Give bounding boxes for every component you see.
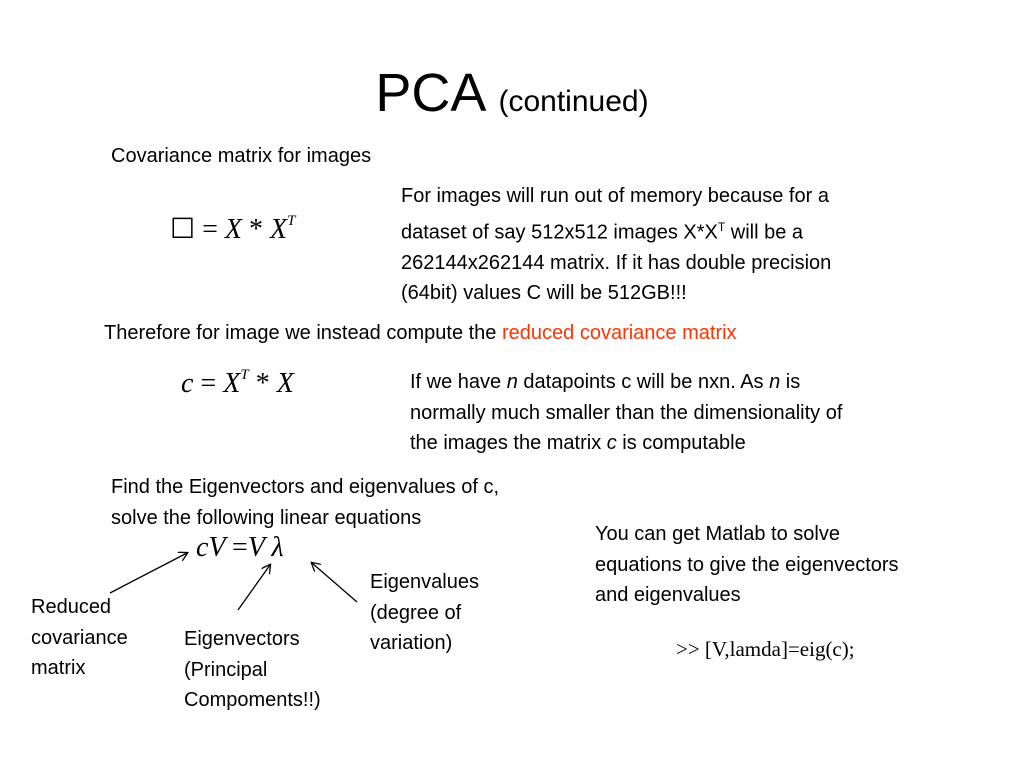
memory-note: For images will run out of memory because for a dataset of say 512x512 images $X*X^T$ will be a 262144x262144 matrix. If it has double precision (64bit) values C will be 512GB!!!: [401, 185, 832, 305]
arrow-to-lambda: [312, 563, 357, 602]
datapoints-note: If we have n datapoints c will be nxn. As n is normally much smaller than the dimensionality of the images the matrix c is computable: [410, 371, 843, 454]
matlab-note: You can get Matlab to solve equations to give the eigenvectors and eigenvalues: [595, 523, 899, 606]
label-eigenvectors: Eigenvectors (Principal Compoments!!): [184, 628, 321, 711]
reduced-covariance-intro: Therefore for image we instead compute the reduced covariance matrix: [104, 322, 737, 344]
title-main: PCA: [375, 63, 484, 123]
eigen-equation: cV =V λ: [196, 532, 284, 563]
intro-text: Covariance matrix for images: [111, 145, 372, 167]
matlab-command: >> [V,lamda]=eig(c);: [676, 637, 855, 661]
title-subtitle: (continued): [498, 85, 649, 118]
arrow-to-v: [238, 565, 270, 610]
label-reduced-covariance: Reduced covariance matrix: [31, 596, 128, 679]
reduced-covariance-highlight: reduced covariance matrix: [502, 322, 737, 344]
covariance-symbol: ☐: [170, 214, 196, 245]
label-eigenvalues: Eigenvalues (degree of variation): [370, 571, 479, 654]
arrow-to-c: [110, 553, 187, 593]
eigen-instruction: Find the Eigenvectors and eigenvalues of c, solve the following linear equations: [111, 476, 500, 529]
reduced-covariance-equation: $c = X^T * X$: [181, 367, 294, 399]
covariance-equation: ☐ = X * $X^T$: [170, 213, 296, 245]
